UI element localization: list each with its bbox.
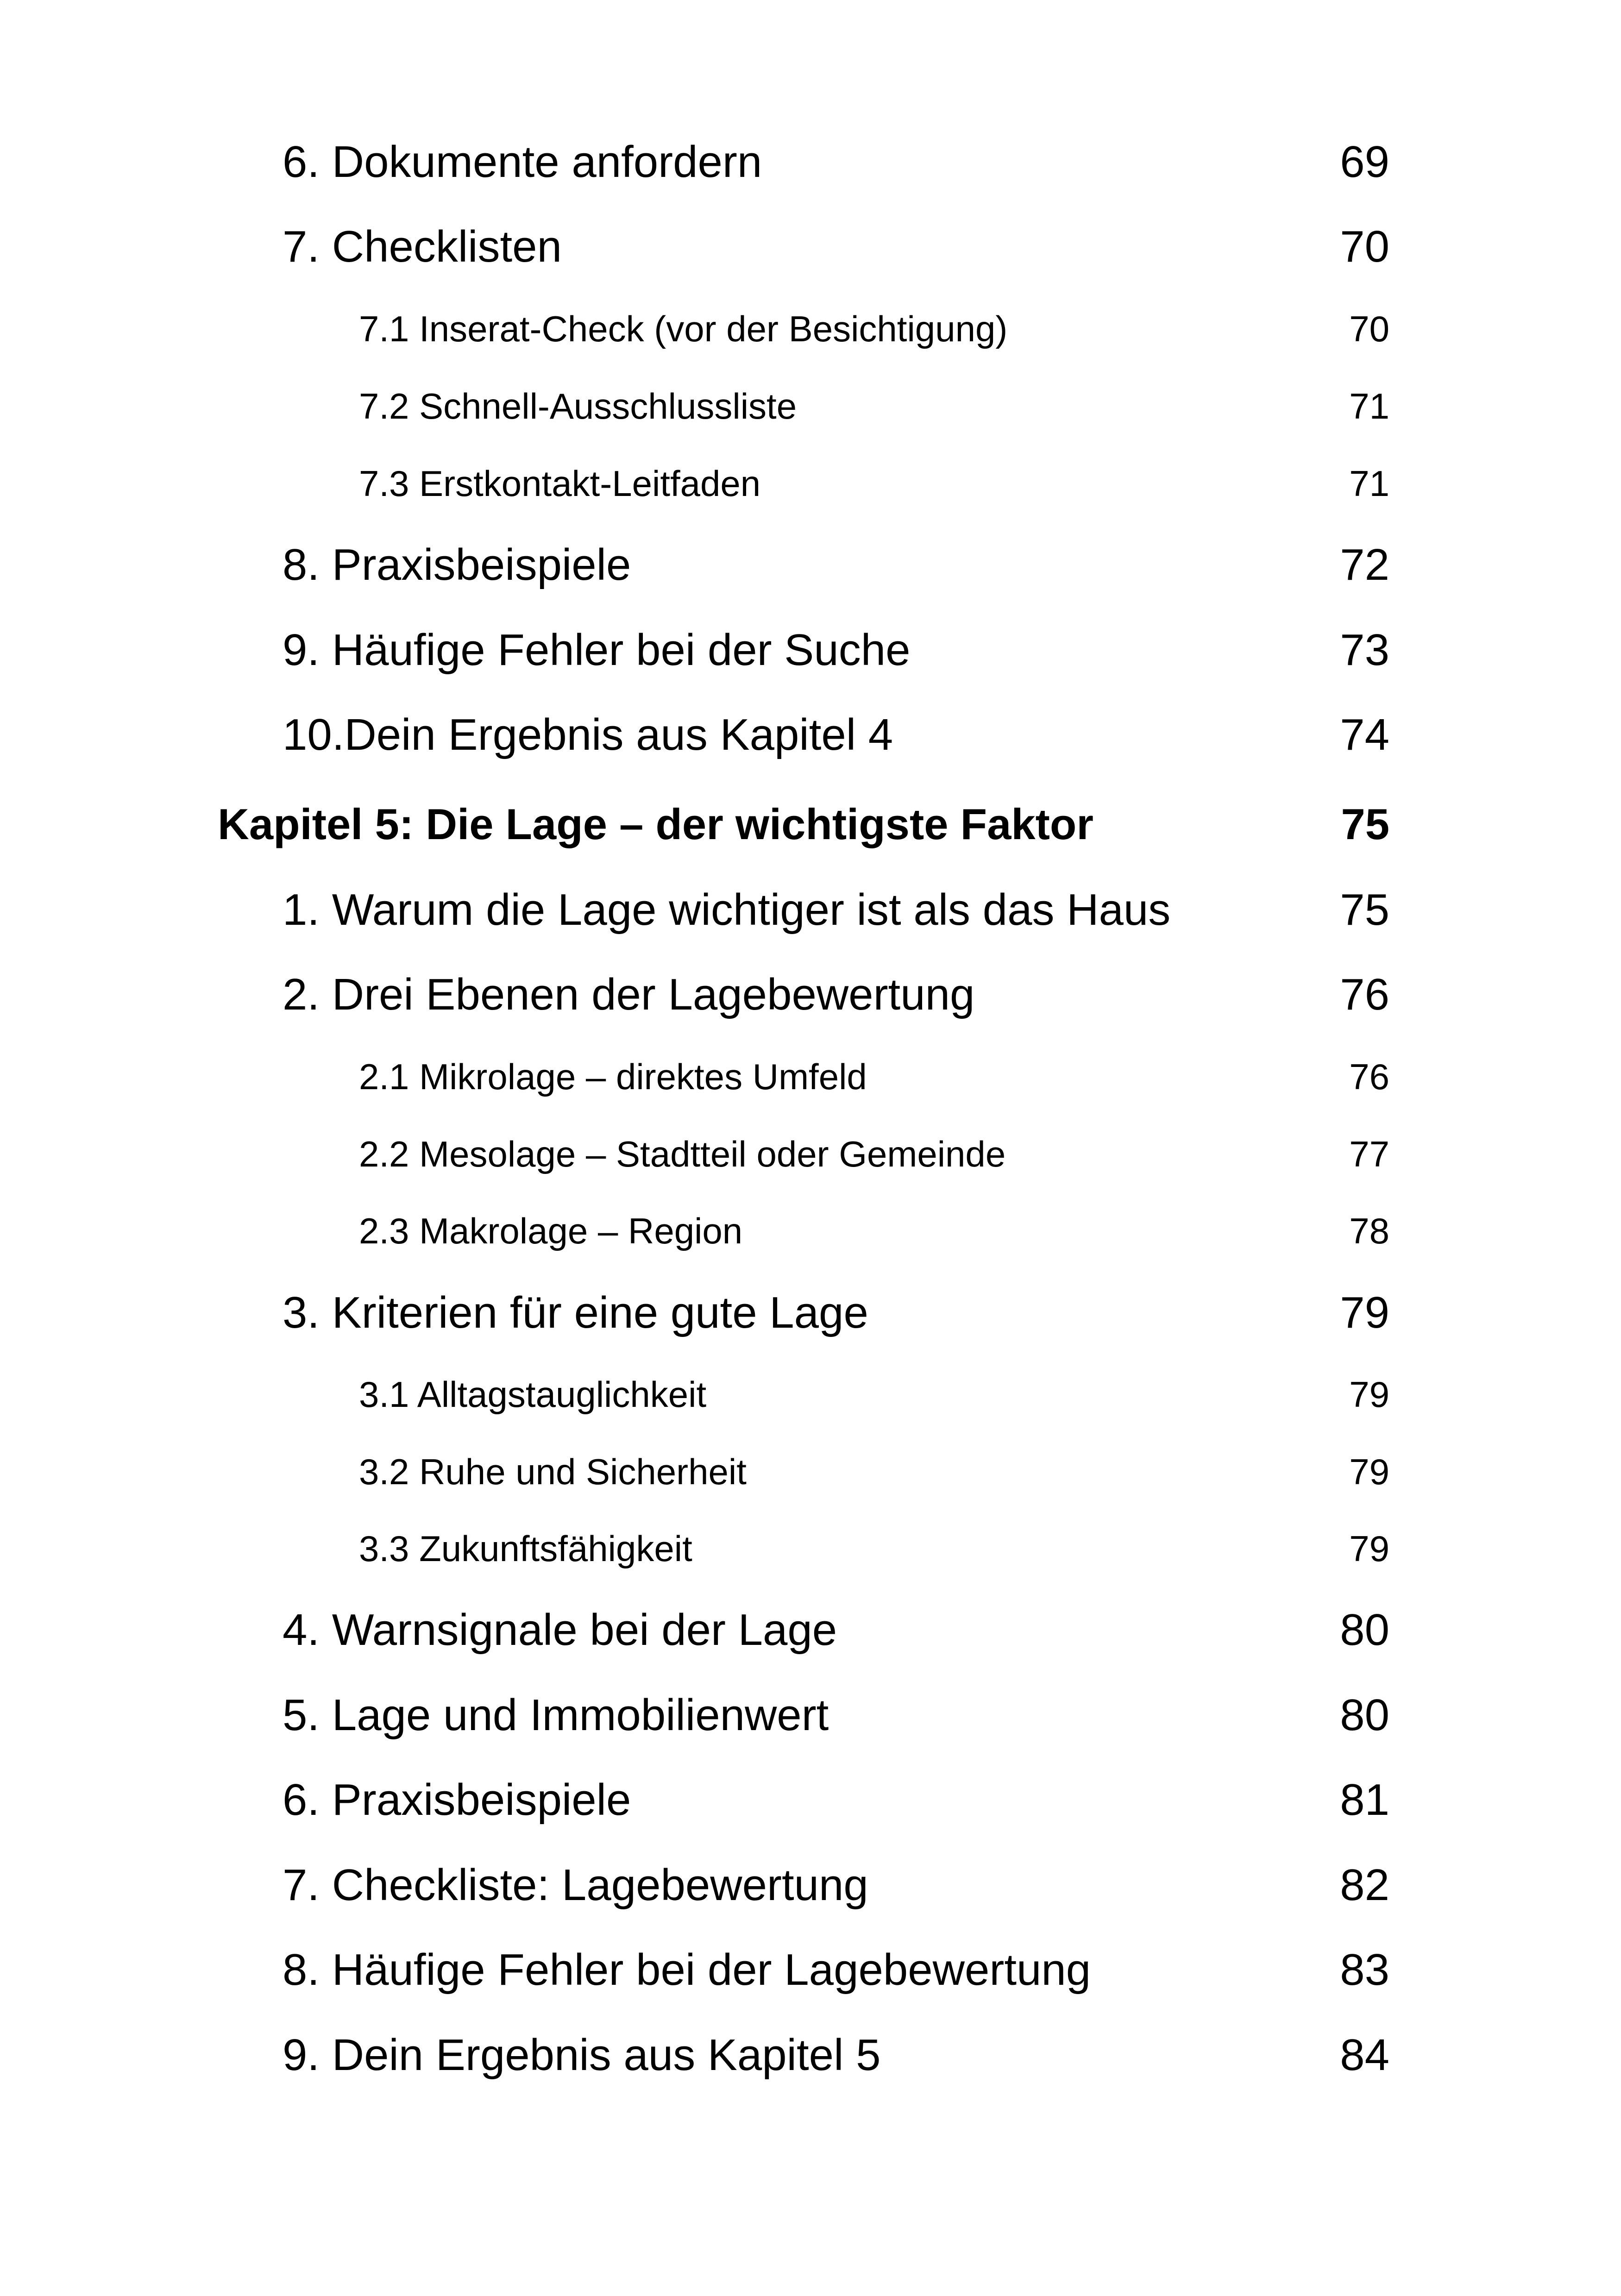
toc-entry-page: 75 [1340, 885, 1389, 935]
toc-entry-title: 8. Praxisbeispiele [283, 540, 631, 590]
toc-subentry[interactable] [0, 1449, 1621, 1495]
toc-subentry[interactable] [0, 1054, 1621, 1100]
toc-entry-page: 83 [1340, 1945, 1389, 1995]
toc-entry-page: 82 [1340, 1860, 1389, 1910]
toc-entry-title: 2. Drei Ebenen der Lagebewertung [283, 970, 975, 1019]
toc-subentry[interactable] [0, 1525, 1621, 1572]
toc-subentry[interactable] [0, 383, 1621, 429]
toc-subentry-page: 79 [1349, 1374, 1389, 1415]
toc-subentry-title: 7.1 Inserat-Check (vor der Besichtigung) [359, 308, 1008, 349]
toc-subentry-page: 78 [1349, 1211, 1389, 1251]
toc-entry-title: 8. Häufige Fehler bei der Lagebewertung [283, 1945, 1091, 1995]
toc-entry[interactable] [0, 2027, 1621, 2083]
toc-subentry-title: 7.2 Schnell-Ausschlussliste [359, 386, 797, 427]
toc-entry[interactable] [0, 1602, 1621, 1658]
toc-entry[interactable] [0, 707, 1621, 763]
toc-entry-title: 10.Dein Ergebnis aus Kapitel 4 [283, 710, 893, 759]
toc-subentry-title: 2.1 Mikrolage – direktes Umfeld [359, 1056, 867, 1097]
toc-entry[interactable] [0, 1857, 1621, 1913]
toc-chapter-title: Kapitel 5: Die Lage – der wichtigste Faktor [218, 800, 1093, 848]
toc-entry-title: 3. Kriterien für eine gute Lage [283, 1288, 868, 1337]
toc-entry-page: 81 [1340, 1775, 1389, 1825]
toc-subentry[interactable] [0, 1131, 1621, 1177]
toc-entry-title: 9. Häufige Fehler bei der Suche [283, 625, 911, 675]
toc-subentry-page: 71 [1349, 463, 1389, 504]
toc-subentry-title: 2.3 Makrolage – Region [359, 1211, 743, 1251]
toc-entry-page: 76 [1340, 970, 1389, 1019]
toc-entry-page: 72 [1340, 540, 1389, 590]
toc-entry[interactable] [0, 882, 1621, 938]
toc-entry-page: 80 [1340, 1605, 1389, 1655]
toc-subentry-page: 70 [1349, 308, 1389, 349]
toc-entry-page: 69 [1340, 137, 1389, 187]
toc-entry[interactable] [0, 537, 1621, 593]
toc-entry-title: 7. Checklisten [283, 222, 562, 271]
toc-subentry-page: 71 [1349, 386, 1389, 427]
toc-entry-page: 74 [1340, 710, 1389, 759]
toc-entry-title: 4. Warnsignale bei der Lage [283, 1605, 837, 1655]
toc-subentry-page: 79 [1349, 1528, 1389, 1569]
toc-entry-page: 84 [1340, 2030, 1389, 2080]
toc-subentry-title: 2.2 Mesolage – Stadtteil oder Gemeinde [359, 1134, 1006, 1174]
toc-subentry[interactable] [0, 1371, 1621, 1418]
toc-subentry[interactable] [0, 306, 1621, 352]
toc-entry-title: 7. Checkliste: Lagebewertung [283, 1860, 868, 1910]
toc-entry-title: 6. Dokumente anfordern [283, 137, 762, 187]
toc-entry[interactable] [0, 219, 1621, 275]
toc-subentry-title: 3.3 Zukunftsfähigkeit [359, 1528, 692, 1569]
toc-subentry[interactable] [0, 1208, 1621, 1254]
toc-entry[interactable] [0, 1285, 1621, 1341]
toc-entry-page: 73 [1340, 625, 1389, 675]
toc-subentry-title: 3.1 Alltagstauglichkeit [359, 1374, 707, 1415]
toc-subentry-page: 76 [1349, 1056, 1389, 1097]
toc-subentry-title: 7.3 Erstkontakt-Leitfaden [359, 463, 761, 504]
toc-entry-title: 5. Lage und Immobilienwert [283, 1690, 829, 1740]
toc-chapter-page: 75 [1341, 800, 1389, 848]
toc-entry[interactable] [0, 1687, 1621, 1743]
toc-subentry-page: 79 [1349, 1451, 1389, 1492]
toc-entry-title: 6. Praxisbeispiele [283, 1775, 631, 1825]
toc-chapter-heading[interactable] [0, 797, 1621, 852]
toc-entry-title: 1. Warum die Lage wichtiger ist als das Haus [283, 885, 1171, 935]
toc-entry[interactable] [0, 134, 1621, 190]
toc-entry-page: 70 [1340, 222, 1389, 271]
toc-subentry-page: 77 [1349, 1134, 1389, 1174]
toc-entry[interactable] [0, 622, 1621, 678]
toc-subentry[interactable] [0, 460, 1621, 507]
toc-subentry-title: 3.2 Ruhe und Sicherheit [359, 1451, 747, 1492]
toc-entry-title: 9. Dein Ergebnis aus Kapitel 5 [283, 2030, 881, 2080]
toc-entry[interactable] [0, 1772, 1621, 1828]
toc-entry-page: 80 [1340, 1690, 1389, 1740]
toc-entry[interactable] [0, 967, 1621, 1023]
toc-entry[interactable] [0, 1942, 1621, 1998]
toc-entry-page: 79 [1340, 1288, 1389, 1337]
